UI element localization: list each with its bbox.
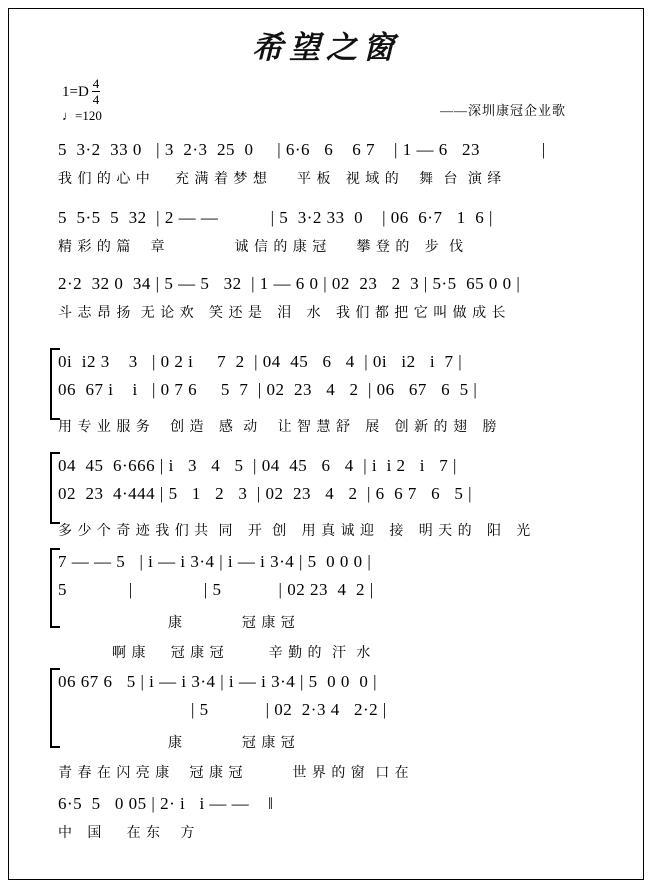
lyric-row: [58, 516, 598, 546]
key-signature: [62, 78, 100, 107]
notation-row: [58, 204, 598, 232]
music-system-5: [58, 452, 598, 546]
notation-row-lower: [58, 480, 598, 508]
lyric-line: 精 彩 的 篇 章 诚 信 的 康 冠 攀 登 的 步 伐: [58, 239, 464, 255]
lyric-line: 康 冠 康 冠: [168, 735, 296, 751]
lyric-line: 康 冠 康 冠: [168, 615, 296, 631]
music-system-6: [58, 548, 598, 668]
lyric-row: [58, 412, 598, 442]
lyric-line: 多 少 个 奇 迹 我 们 共 同 开 创 用 真 诚 迎 接 明 天 的 阳 光: [58, 523, 531, 539]
notation-row-lower: [58, 696, 598, 724]
music-system-1: [58, 136, 598, 194]
key-signature-label: 1=D: [62, 83, 89, 100]
music-system-7: [58, 668, 598, 788]
notation-row-lower: [58, 576, 598, 604]
time-signature-numerator: 4: [92, 76, 100, 91]
lyric-row-upper: [58, 608, 598, 638]
notation-row: [58, 790, 598, 818]
notation-line: 7 — — 5 | i — i 3·4 | i — i 3·4 | 5 0 0 0 |: [58, 552, 372, 571]
music-system-8: [58, 790, 598, 848]
notation-line: 5 | | 5 | 02 23 4 2 |: [58, 580, 374, 599]
music-system-3: [58, 270, 598, 328]
lyric-row-lower: [58, 758, 598, 788]
notation-row: [58, 136, 598, 164]
lyric-line: 用 专 业 服 务 创 造 感 动 让 智 慧 舒 展 创 新 的 翅 膀: [58, 419, 497, 435]
notation-line: 06 67 6 5 | i — i 3·4 | i — i 3·4 | 5 0 0 0 |: [58, 672, 378, 691]
credit-line: ——深圳康冠企业歌: [439, 103, 566, 118]
lyric-line: 中 国 在 东 方: [58, 825, 195, 841]
lyric-row-upper: [58, 728, 598, 758]
notation-row-upper: [58, 548, 598, 576]
lyric-row-lower: [58, 638, 598, 668]
time-signature: [92, 77, 101, 106]
lyric-row: [58, 164, 598, 194]
notation-line: | 5 | 02 2·3 4 2·2 |: [58, 700, 387, 719]
page-title: 希望之窗: [252, 30, 400, 66]
time-signature-denominator: 4: [92, 92, 100, 107]
music-system-4: [58, 348, 598, 442]
lyric-row: [58, 818, 598, 848]
notation-line: 5 3·2 33 0 | 3 2·3 25 0 | 6·6 6 6 7 | 1 — 6 23 |: [58, 140, 546, 159]
notation-row-upper: [58, 668, 598, 696]
lyric-line: 啊 康 冠 康 冠 辛 勤 的 汗 水: [112, 645, 371, 661]
notation-row-upper: [58, 452, 598, 480]
lyric-line: 斗 志 昂 扬 无 论 欢 笑 还 是 泪 水 我 们 都 把 它 叫 做 成 长: [58, 305, 507, 321]
tempo-marking: ♩=120: [62, 108, 102, 123]
notation-row-lower: [58, 376, 598, 404]
lyric-row: [58, 298, 598, 328]
notation-line: 6·5 5 0 05 | 2· i i — — ‖: [58, 794, 274, 813]
lyric-line: 青 春 在 闪 亮 康 冠 康 冠 世 界 的 窗 口 在: [58, 765, 410, 781]
music-system-2: [58, 204, 598, 262]
lyric-line: 我 们 的 心 中 充 满 着 梦 想 平 板 视 域 的 舞 台 演 绎: [58, 171, 502, 187]
notation-line: 2·2 32 0 34 | 5 — 5 32 | 1 — 6 0 | 02 23 2 3 | 5·5 65 0 0 |: [58, 274, 521, 293]
notation-line: 02 23 4·444 | 5 1 2 3 | 02 23 4 2 | 6 6 7 6 5 |: [58, 484, 473, 503]
notation-row-upper: [58, 348, 598, 376]
notation-line: 04 45 6·666 | i 3 4 5 | 04 45 6 4 | i i 2 i 7 |: [58, 456, 457, 475]
notation-line: 06 67 i i | 0 7 6 5 7 | 02 23 4 2 | 06 67 6 5 |: [58, 380, 478, 399]
lyric-row: [58, 232, 598, 262]
notation-row: [58, 270, 598, 298]
notation-line: 5 5·5 5 32 | 2 — — | 5 3·2 33 0 | 06 6·7 1 6 |: [58, 208, 493, 227]
notation-line: 0i i2 3 3 | 0 2 i 7 2 | 04 45 6 4 | 0i i2 i 7 |: [58, 352, 463, 371]
